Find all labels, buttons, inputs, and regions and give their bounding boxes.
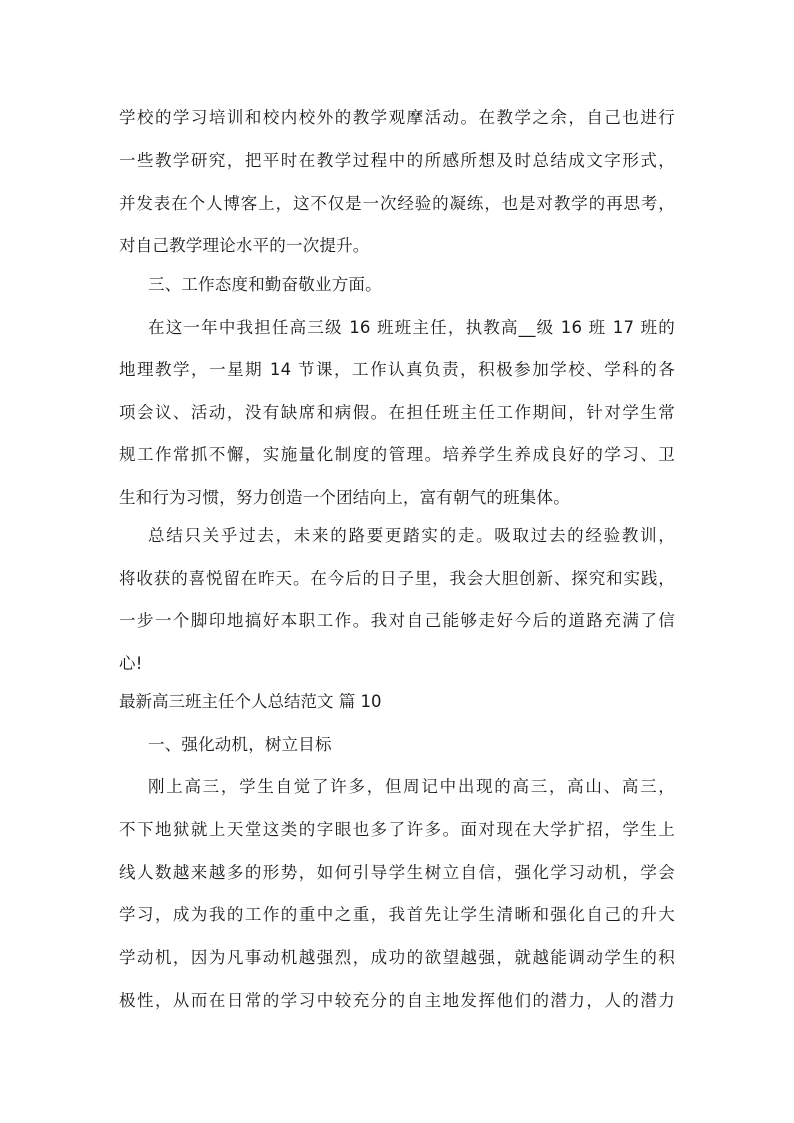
section-heading: 三、工作态度和勤奋敬业方面。 bbox=[148, 275, 382, 294]
text-line: 一步一个脚印地搞好本职工作。我对自己能够走好今后的道路充满了信 bbox=[119, 611, 675, 630]
text-line: 学习，成为我的工作的重中之重，我首先让学生清晰和强化自己的升大 bbox=[119, 905, 675, 924]
text-line: 生和行为习惯，努力创造一个团结向上，富有朝气的班集体。 bbox=[119, 488, 570, 507]
text-line: 项会议、活动，没有缺席和病假。在担任班主任工作期间，针对学生常 bbox=[119, 403, 675, 422]
section-heading: 一、强化动机，树立目标 bbox=[148, 735, 332, 754]
text-line: 地理教学，一星期 14 节课，工作认真负责，积极参加学校、学科的各 bbox=[119, 360, 675, 379]
text-line: 在这一年中我担任高三级 16 班班主任，执教高__级 16 班 17 班的 bbox=[148, 318, 675, 337]
text-line: 总结只关乎过去，未来的路要更踏实的走。吸取过去的经验教训， bbox=[148, 526, 675, 545]
article-title: 最新高三班主任个人总结范文 篇 10 bbox=[119, 692, 382, 711]
text-line: 规工作常抓不懈，实施量化制度的管理。培养学生养成良好的学习、卫 bbox=[119, 445, 675, 464]
text-line: 一些教学研究，把平时在教学过程中的所感所想及时总结成文字形式， bbox=[119, 151, 675, 170]
text-line: 并发表在个人博客上，这不仅是一次经验的凝练，也是对教学的再思考， bbox=[119, 194, 675, 213]
text-line: 极性，从而在日常的学习中较充分的自主地发挥他们的潜力，人的潜力 bbox=[119, 991, 675, 1010]
text-line: 对自己教学理论水平的一次提升。 bbox=[119, 236, 370, 255]
text-line: 心! bbox=[119, 654, 143, 673]
text-line: 不下地狱就上天堂这类的字眼也多了许多。面对现在大学扩招，学生上 bbox=[119, 820, 675, 839]
text-line: 学校的学习培训和校内校外的教学观摩活动。在教学之余，自己也进行 bbox=[119, 108, 675, 127]
text-line: 将收获的喜悦留在昨天。在今后的日子里，我会大胆创新、探究和实践， bbox=[119, 569, 675, 588]
text-line: 刚上高三，学生自觉了许多，但周记中出现的高三，高山、高三， bbox=[148, 777, 675, 796]
text-line: 学动机，因为凡事动机越强烈，成功的欲望越强，就越能调动学生的积 bbox=[119, 948, 675, 967]
text-line: 线人数越来越多的形势，如何引导学生树立自信，强化学习动机，学会 bbox=[119, 863, 675, 882]
